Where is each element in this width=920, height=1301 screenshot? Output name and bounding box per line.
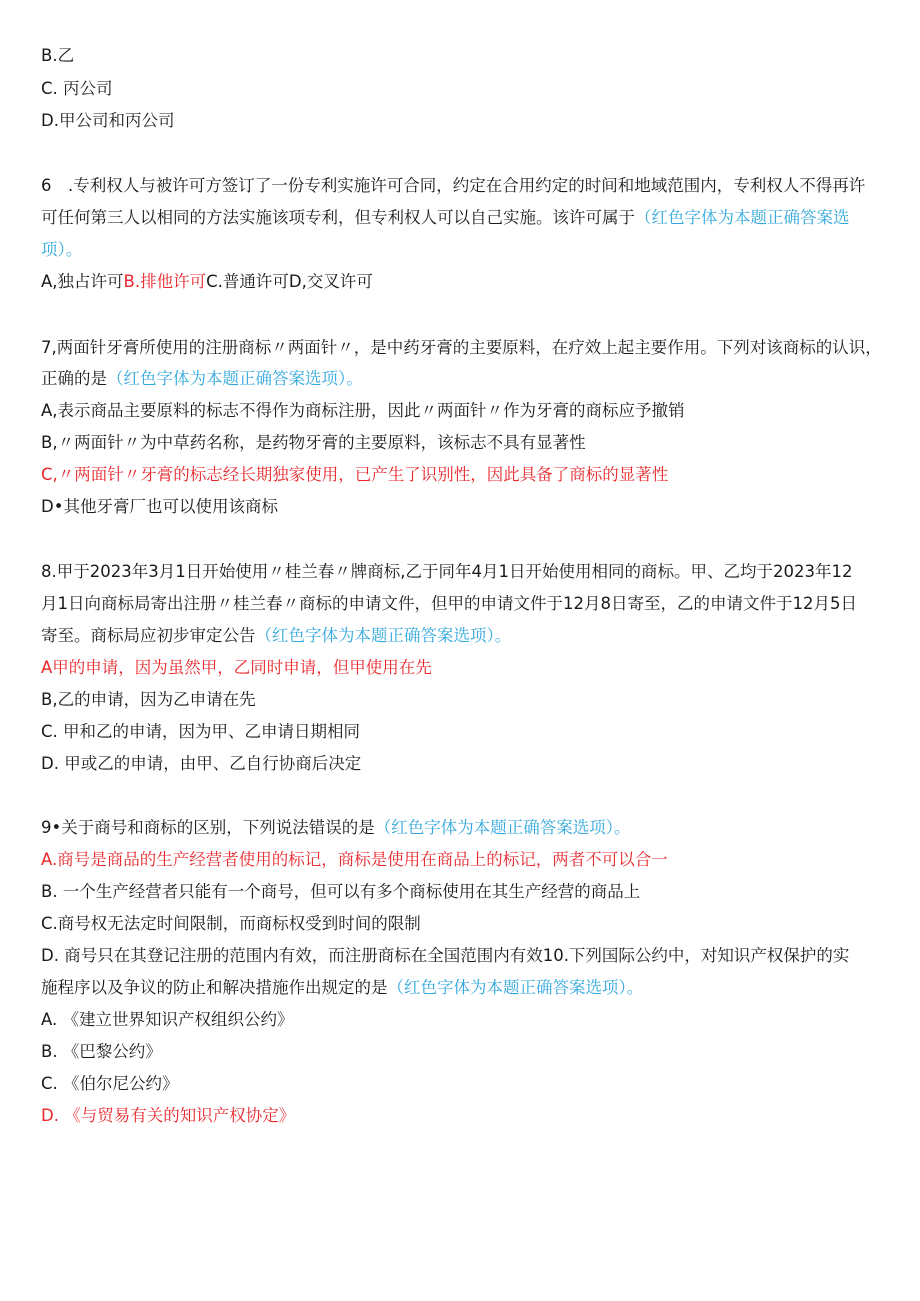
q6-option-b-correct: B.排他许可: [123, 272, 207, 291]
q8-stem-line1: 8.甲于2023年3月1日开始使用〃桂兰春〃牌商标,乙于同年4月1日开始使用相同的商标。甲、乙均于2023年12: [41, 562, 853, 581]
q8-answer-note: （红色字体为本题正确答案选项）: [255, 626, 495, 645]
q8-option-a-correct: A甲的申请，因为虽然甲，乙同时申请，但甲使用在先: [41, 658, 432, 677]
q7-option-a: A,表示商品主要原料的标志不得作为商标注册，因此〃两面针〃作为牙膏的商标应予撤销: [41, 401, 685, 420]
q8-option-c: C. 甲和乙的申请，因为甲、乙申请日期相同: [41, 722, 361, 741]
q6-stem-line2: [41, 208, 890, 228]
q10-stem-text: 施程序以及争议的防止和解决措施作出规定的是: [41, 978, 388, 997]
q8-stem-text: 寄至。商标局应初步审定公告: [41, 626, 256, 645]
q9-option-d-q10-stem: D. 商号只在其登记注册的范围内有效，而注册商标在全国范围内有效10.下列国际公约中，对知识产权保护的实: [41, 946, 850, 965]
q8-stem-line3: [41, 626, 890, 646]
q8-stem-line2: 月1日向商标局寄出注册〃桂兰春〃商标的申请文件，但甲的申请文件于12月8日寄至，乙的申请文件于12月5日: [41, 594, 857, 613]
q8-option-d: D. 甲或乙的申请，由甲、乙自行协商后决定: [41, 754, 362, 773]
q7-answer-note: （红色字体为本题正确答案选项）: [107, 369, 347, 388]
q10-option-a: A. 《建立世界知识产权组织公约》: [41, 1010, 294, 1029]
q10-stem-end: 。: [626, 978, 644, 997]
q9-option-c: C.商号权无法定时间限制，而商标权受到时间的限制: [41, 914, 421, 933]
q7-stem-text: 正确的是: [41, 369, 107, 388]
q5-option-d: D.甲公司和丙公司: [41, 111, 175, 130]
q10-option-d-correct: D. 《与贸易有关的知识产权协定》: [41, 1106, 296, 1125]
q6-stem-line1: 6 .专利权人与被许可方签订了一份专利实施许可合同，约定在合用约定的时间和地域范围内，专利权人不得再许: [41, 176, 866, 195]
q9-option-b: B. 一个生产经营者只能有一个商号，但可以有多个商标使用在其生产经营的商品上: [41, 882, 641, 901]
q9-option-a-correct: A.商号是商品的生产经营者使用的标记，商标是使用在商品上的标记，两者不可以合一: [41, 850, 668, 869]
q7-option-b: B,〃两面针〃为中草药名称，是药物牙膏的主要原料，该标志不具有显著性: [41, 433, 586, 452]
q6-stem-line3: [41, 240, 890, 260]
q10-answer-note: （红色字体为本题正确答案选项）: [387, 978, 627, 997]
q7-option-c-correct: C,〃两面针〃牙膏的标志经长期独家使用，已产生了识别性，因此具备了商标的显著性: [41, 465, 669, 484]
q8-stem-end: 。: [494, 626, 512, 645]
q6-option-d: D,交叉许可: [288, 272, 373, 291]
q9-answer-note: （红色字体为本题正确答案选项）: [374, 818, 614, 837]
q7-stem-line1: 7,两面针牙膏所使用的注册商标〃两面针〃，是中药牙膏的主要原料，在疗效上起主要作用。下列对该商标的认识，: [41, 338, 882, 357]
q6-answer-note-end: 项）: [41, 240, 66, 259]
q8-option-b: B,乙的申请，因为乙申请在先: [41, 690, 256, 709]
q7-stem-line2: [41, 369, 890, 389]
q6-option-c: C.普通许可: [206, 272, 289, 291]
q7-stem-end: 。: [346, 369, 363, 388]
q10-option-c: C. 《伯尔尼公约》: [41, 1074, 179, 1093]
q9-stem-line1: [41, 818, 890, 838]
q6-answer-note: （红色字体为本题正确答案选: [635, 208, 850, 227]
q6-option-a: A,独占许可: [41, 272, 124, 291]
q10-stem-line2: [41, 978, 890, 998]
q9-stem-text: 9•关于商号和商标的区别，下列说法错误的是: [41, 818, 375, 837]
q10-option-b: B. 《巴黎公约》: [41, 1042, 162, 1061]
q5-option-c: C. 丙公司: [41, 79, 113, 98]
q6-options: [41, 272, 890, 292]
q6-stem-end: 。: [65, 240, 83, 259]
q6-stem-text: 可任何第三人以相同的方法实施该项专利，但专利权人可以自己实施。该许可属于: [41, 208, 635, 227]
q9-stem-end: 。: [613, 818, 631, 837]
q7-option-d: D•其他牙膏厂也可以使用该商标: [41, 497, 278, 516]
q5-option-b: B.乙: [41, 46, 75, 65]
